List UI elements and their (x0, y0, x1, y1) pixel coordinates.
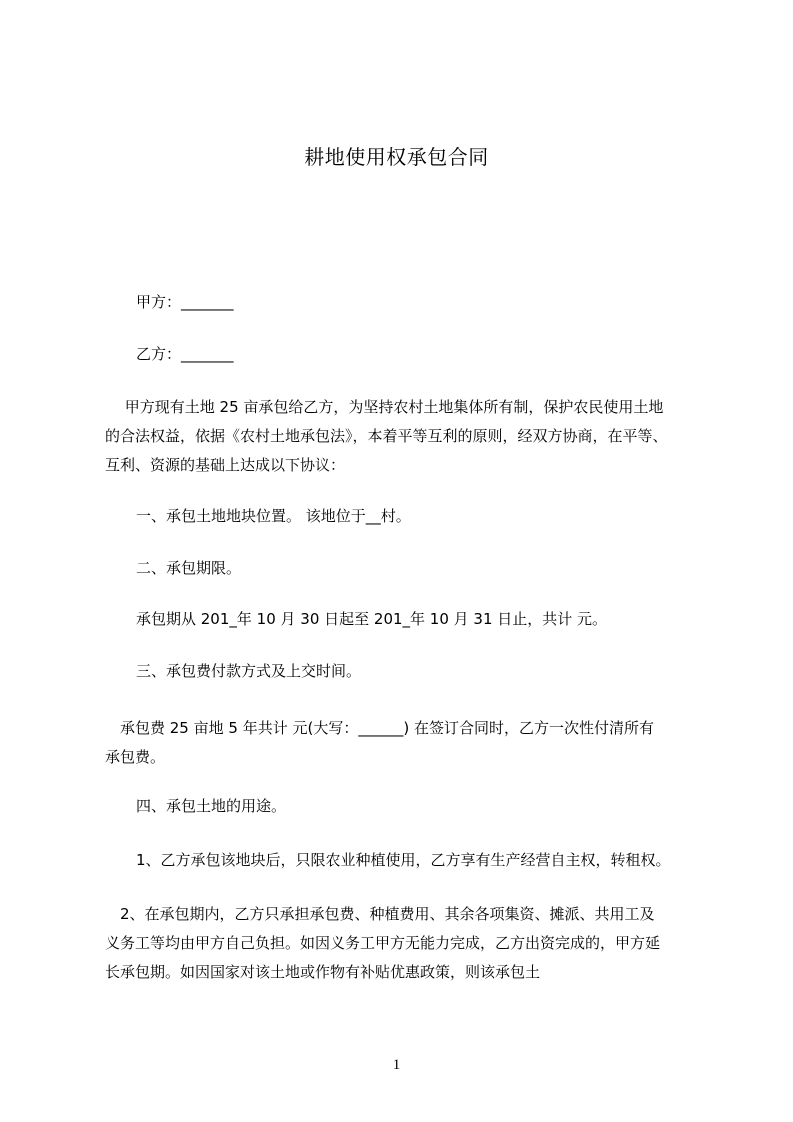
section-2-heading: 二、承包期限。 (136, 559, 242, 577)
clause-2-line: 长承包期。如因国家对该土地或作物有补贴优惠政策，则该承包土 (105, 963, 541, 981)
intro-line: 的合法权益，依据《农村土地承包法》，本着平等互利的原则，经双方协商，在平等、 (105, 427, 668, 445)
payment-line: 承包费 25 亩地 5 年共计 元(大写：______) 在签订合同时，乙方一次性付清所有 (105, 719, 654, 737)
section-4-heading: 四、承包土地的用途。 (136, 797, 287, 815)
section-3-heading: 三、承包费付款方式及上交时间。 (136, 662, 362, 680)
clause-2-paragraph (105, 900, 715, 987)
clause-2-line: 2、在承包期内，乙方只承担承包费、种植费用、其余各项集资、摊派、共用工及 (105, 905, 655, 923)
party-a-line: 甲方：_______ (136, 293, 234, 311)
party-b-line: 乙方：_______ (136, 345, 234, 363)
clause-1: 1、乙方承包该地块后，只限农业种植使用，乙方享有生产经营自主权，转租权。 (136, 851, 671, 869)
section-1-heading: 一、承包土地地块位置。 该地位于__村。 (136, 507, 411, 525)
intro-paragraph (105, 393, 715, 480)
intro-line: 甲方现有土地 25 亩承包给乙方，为坚持农村土地集体所有制，保护农民使用土地 (105, 398, 664, 416)
clause-2-line: 义务工等均由甲方自己负担。如因义务工甲方无能力完成，乙方出资完成的，甲方延 (105, 934, 661, 952)
intro-line: 互利、资源的基础上达成以下协议： (105, 456, 346, 474)
term-paragraph: 承包期从 201_年 10 月 30 日起至 201_年 10 月 31 日止，共计 元。 (136, 610, 608, 628)
page-number: 1 (392, 1057, 401, 1073)
payment-line: 承包费。 (105, 748, 166, 766)
document-title: 耕地使用权承包合同 (304, 145, 489, 169)
payment-paragraph (105, 714, 715, 772)
